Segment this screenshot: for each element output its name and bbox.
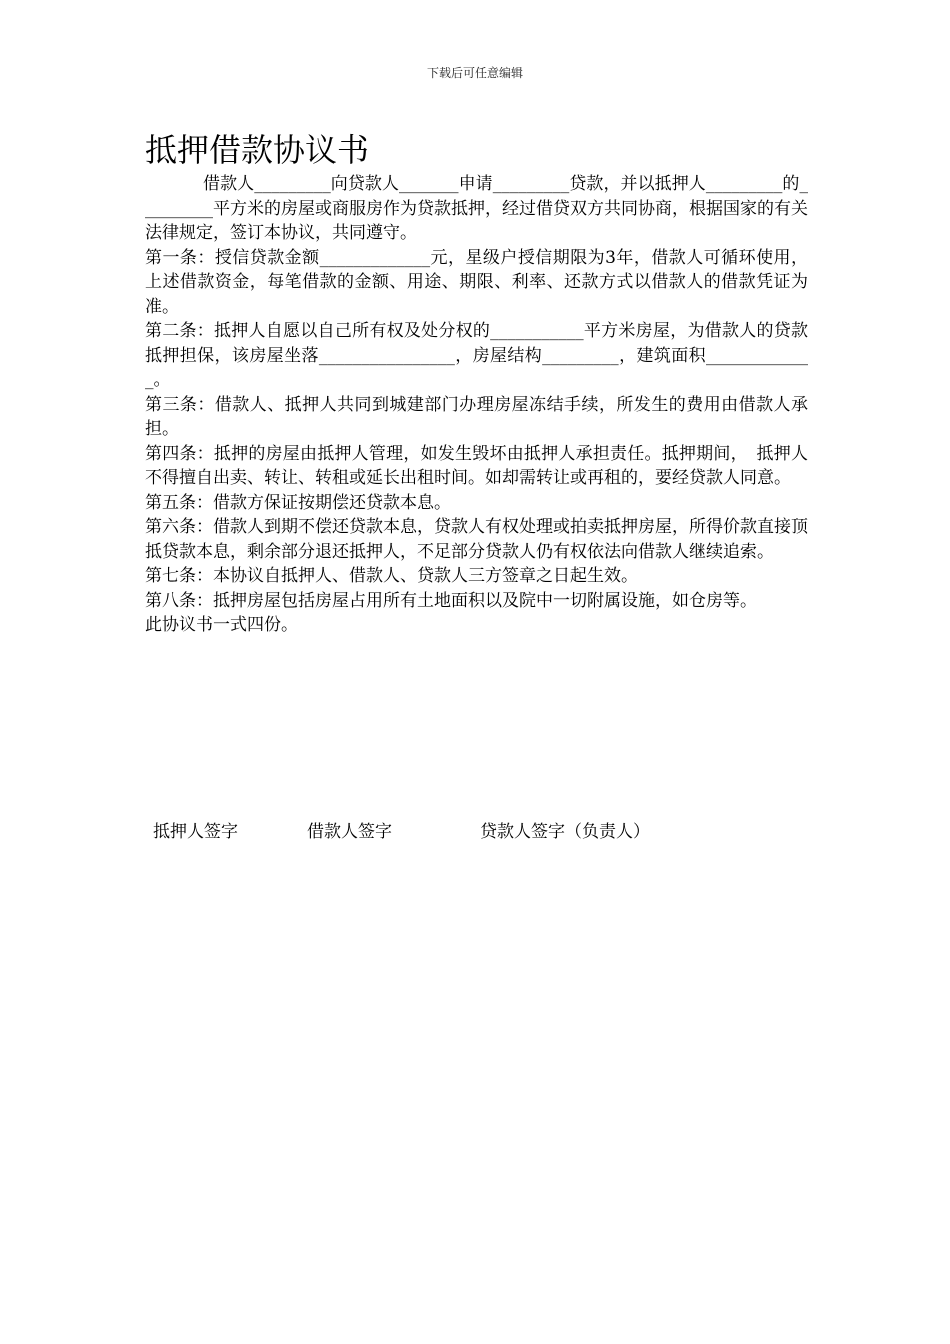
article-6: 第六条：借款人到期不偿还贷款本息，贷款人有权处理或拍卖抵押房屋，所得价款直接顶抵贷款本息，剩余部分退还抵押人，不足部分贷款人仍有权依法向借款人继续追索。 [145,517,808,562]
article-3: 第三条：借款人、抵押人共同到城建部门办理房屋冻结手续，所发生的费用由借款人承担。 [145,394,808,439]
intro-paragraph: 借款人_________向贷款人_______申请_________贷款，并以抵押人_________的_________平方米的房屋或商服房作为贷款抵押，经过借贷双方共同协商，根据国家的有关法律规定，签订本协议，共同遵守。 [145,174,808,243]
article-4: 第四条：抵押的房屋由抵押人管理，如发生毁坏由抵押人承担责任。抵押期间， 抵押人不得擅自出卖、转让、转租或延长出租时间。如却需转让或再租的，要经贷款人同意。 [145,443,808,488]
article-8: 第八条：抵押房屋包括房屋占用所有土地面积以及院中一切附属设施，如仓房等。 [145,590,757,611]
lender-signature-label: 贷款人签字（负责人） [480,822,650,842]
article-7: 第七条：本协议自抵押人、借款人、贷款人三方签章之日起生效。 [145,566,638,586]
mortgagor-signature-label: 抵押人签字 [153,822,238,842]
borrower-signature-label: 借款人签字 [307,822,392,842]
article-5: 第五条：借款方保证按期偿还贷款本息。 [145,492,451,513]
document-title: 抵押借款协议书 [145,131,370,169]
agreement-document [145,128,808,638]
page-header: 下载后可任意编辑 [426,66,523,80]
article-2: 第二条：抵押人自愿以自己所有权及处分权的___________平方米房屋，为借款人的贷款抵押担保，该房屋坐落________________，房屋结构_________，建筑面积_____________。 [145,321,808,390]
signature-row [153,820,753,844]
article-1: 第一条：授信贷款金额_____________元，星级户授信期限为3年，借款人可循环使用，上述借款资金，每笔借款的金额、用途、期限、利率、还款方式以借款人的借款凭证为准。 [145,247,808,317]
closing-line: 此协议书一式四份。 [145,615,298,635]
